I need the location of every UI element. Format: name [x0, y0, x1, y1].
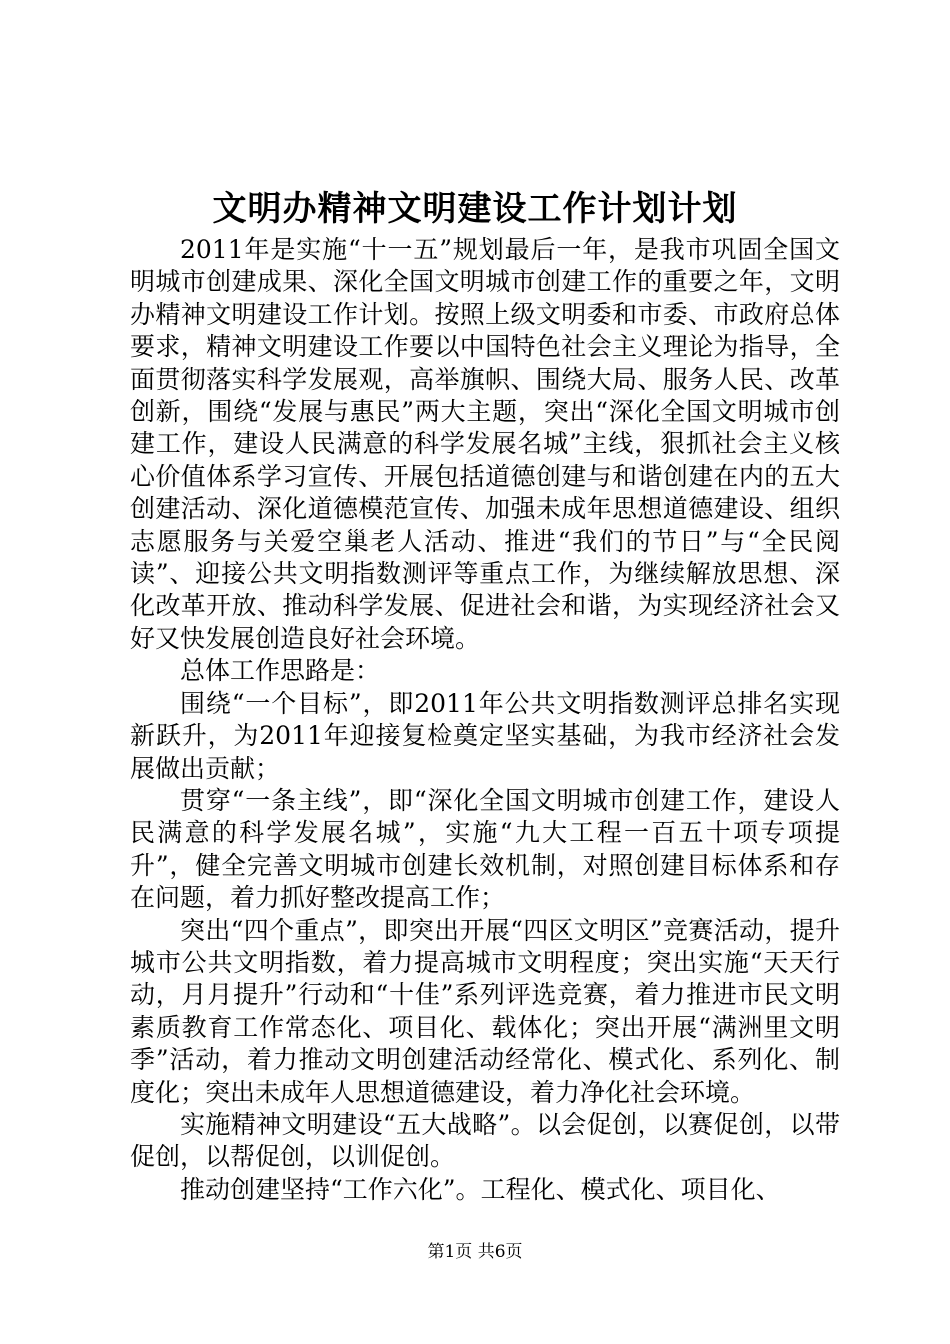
- page-footer: 第1页 共6页: [427, 1242, 523, 1262]
- paragraph-overall-approach: 总体工作思路是：: [180, 656, 381, 686]
- paragraph-four-priorities: 突出“四个重点”，即突出开展“四区文明区”竞赛活动，提升城市公共文明指数，着力提高城市文明程度；突出实施“天天行动，月月提升”行动和“十佳”系列评选竞赛，着力推进市民文明素质教育工作常态化、项目化、载体化；突出开展“满洲里文明季”活动，着力推动文明创建活动经常化、模式化、系列化、制度化；突出未成年人思想道德建设，着力净化社会环境。: [130, 915, 840, 1107]
- paragraph-one-mainline: 贯穿“一条主线”，即“深化全国文明城市创建工作，建设人民满意的科学发展名城”，实施“九大工程一百五十项专项提升”，健全完善文明城市创建长效机制，对照创建目标体系和存在问题，着力抓好整改提高工作；: [130, 785, 840, 913]
- paragraph-one-goal: 围绕“一个目标”，即2011年公共文明指数测评总排名实现新跃升，为2011年迎接复检奠定坚实基础，为我市经济社会发展做出贡献；: [130, 688, 840, 783]
- paragraph-six-work-modes: 推动创建坚持“工作六化”。工程化、模式化、项目化、: [180, 1174, 781, 1204]
- paragraph-five-strategies: 实施精神文明建设“五大战略”。以会促创，以赛促创，以带促创，以帮促创，以训促创。: [130, 1109, 840, 1172]
- document-title: 文明办精神文明建设工作计划计划: [212, 189, 738, 229]
- document-body: [130, 234, 840, 1206]
- paragraph-intro: 2011年是实施“十一五”规划最后一年，是我市巩固全国文明城市创建成果、深化全国文明城市创建工作的重要之年，文明办精神文明建设工作计划。按照上级文明委和市委、市政府总体要求，精神文明建设工作要以中国特色社会主义理论为指导，全面贯彻落实科学发展观，高举旗帜、围绕大局、服务人民、改革创新，围绕“发展与惠民”两大主题，突出“深化全国文明城市创建工作，建设人民满意的科学发展名城”主线，狠抓社会主义核心价值体系学习宣传、开展包括道德创建与和谐创建在内的五大创建活动、深化道德模范宣传、加强未成年思想道德建设、组织志愿服务与关爱空巢老人活动、推进“我们的节日”与“全民阅读”、迎接公共文明指数测评等重点工作，为继续解放思想、深化改革开放、推动科学发展、促进社会和谐，为实现经济社会又好又快发展创造良好社会环境。: [130, 235, 840, 653]
